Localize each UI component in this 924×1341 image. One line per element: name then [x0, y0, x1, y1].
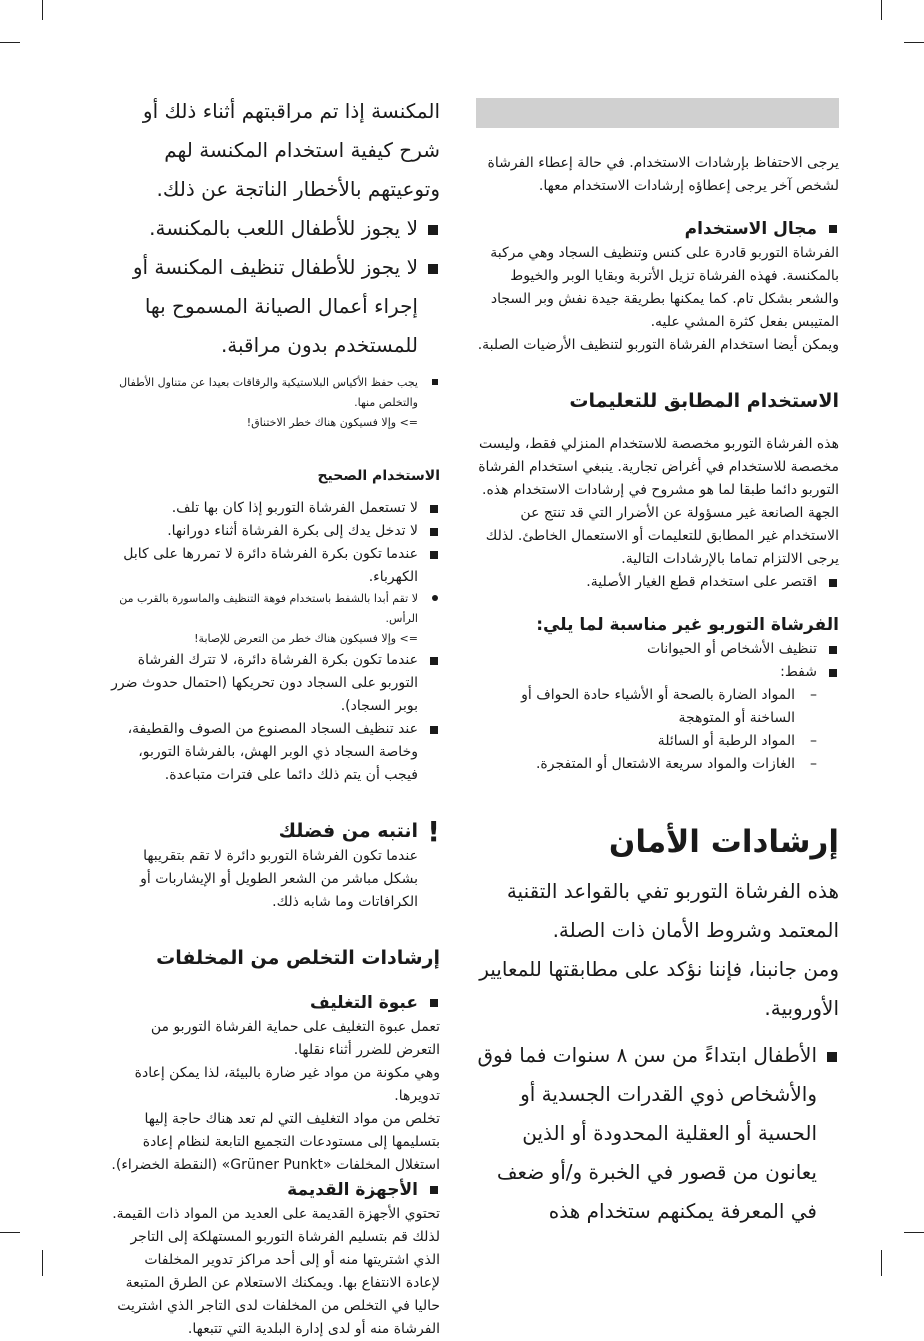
- safety-item: يجب حفظ الأكياس البلاستيكية والرقاقات بعيدا عن متناول الأطفال والتخلص منها.: [110, 373, 440, 413]
- crop-mark: [881, 1250, 882, 1276]
- left-column: [110, 92, 440, 1341]
- crop-mark: [0, 1232, 20, 1233]
- correct-use-item: عندما تكون بكرة الفرشاة دائرة، لا تترك الفرشاة التوربو على السجاد دون تحريكها (احتمال حدوث ضرر بوبر السجاد).: [110, 649, 440, 718]
- crop-mark: [42, 0, 43, 20]
- intended-use-heading: الاستخدام المطابق للتعليمات: [569, 390, 839, 412]
- unsuitable-sub-item: – المواد الضارة بالصحة أو الأشياء حادة الحواف أو الساخنة أو المتوهجة: [476, 684, 839, 730]
- old-devices-text: تحتوي الأجهزة القديمة على العديد من المواد ذات القيمة.: [112, 1206, 440, 1222]
- correct-use-item: لا تدخل يدك إلى بكرة الفرشاة أثناء دورانها.: [110, 520, 440, 543]
- continued-text: المكنسة إذا تم مراقبتهم أثناء ذلك أو شرح كيفية استخدام المكنسة لهم وتوعيتهم بالأخطار الناتجة عن ذلك.: [142, 99, 440, 201]
- intended-use-item: اقتصر على استخدام قطع الغيار الأصلية.: [476, 571, 839, 594]
- scope-text: الفرشاة التوربو قادرة على كنس وتنظيف السجاد وهي مركبة بالمكنسة. فهذه الفرشاة تزيل الأتربة وبقايا الوبر والخيوط والشعر بشكل تام. كما يمكنها بطريقة جيدة نفش وبر السجاد المتيبس بفعل كثرة المشي عليه.: [490, 245, 839, 330]
- correct-use-heading: الاستخدام الصحيح: [317, 468, 440, 484]
- unsuitable-item: شفط:: [476, 661, 839, 684]
- old-devices-heading: الأجهزة القديمة: [110, 1177, 440, 1203]
- warning-note: => وإلا فسيكون هناك خطر الاختناق!: [246, 416, 418, 429]
- right-column: [476, 98, 839, 1231]
- unsuitable-sub-item: – الغازات والمواد سريعة الاشتعال أو المتفجرة.: [476, 753, 839, 776]
- packaging-text-3: تخلص من مواد التغليف التي لم تعد هناك حاجة إليها بتسليمها إلى مستودعات التجميع التابعة لنظام إعادة استغلال المخلفات «Grüner Punkt» (النقطة الخضراء).: [111, 1111, 440, 1173]
- intro-text: يرجى الاحتفاظ بإرشادات الاستخدام. في حالة إعطاء الفرشاة لشخص آخر يرجى إعطاؤه إرشادات الاستخدام معها.: [487, 155, 839, 194]
- old-devices-text-2: لذلك قم بتسليم الفرشاة التوربو المستهلكة إلى التاجر الذي اشتريتها منه أو إلى أحد مراكز تدوير المخلفات لإعادة الانتفاع بها. ويمكنك الاستعلام عن الطرق المتبعة حاليا في التخلص من المخلفات لدى التاجر الذي اشتريت الفرشاة منه أو لدى إدارة البلدية التي تتبعها.: [117, 1229, 440, 1337]
- attention-heading: انتبه من فضلك: [278, 820, 418, 842]
- safety-text: هذه الفرشاة التوربو تفي بالقواعد التقنية المعتمد وشروط الأمان ذات الصلة.: [506, 879, 839, 942]
- packaging-text: تعمل عبوة التغليف على حماية الفرشاة التوربو من التعرض للضرر أثناء نقلها.: [150, 1019, 440, 1058]
- attention-note: [110, 817, 440, 914]
- intended-use-text: هذه الفرشاة التوربو مخصصة للاستخدام المنزلي فقط، وليست مخصصة للاستخدام في أغراض تجارية. ينبغي استخدام الفرشاة التوربو دائما طبقا لما هو مشروح في إرشادات الاستخدام هذه. الجهة الصانعة غير مسؤولة عن الأضرار التي قد تنتج عن الاستخدام غير المطابق للتعليمات أو الاستعمال الخاطئ. لذلك يرجى الالتزام تماما بالإرشادات التالية.: [478, 436, 839, 567]
- crop-mark: [881, 0, 882, 20]
- safety-item: الأطفال ابتداءً من سن ٨ سنوات فما فوق والأشخاص ذوي القدرات الجسدية أو الحسية أو العقلية المحدودة أو الذين يعانون من قصور في الخبرة و/أو ضعف في المعرفة يمكنهم ستخدام هذه: [476, 1036, 839, 1231]
- scope-heading: مجال الاستخدام: [476, 216, 839, 242]
- attention-text: عندما تكون الفرشاة التوربو دائرة لا تقم بتقريبها بشكل مباشر من الشعر الطويل أو الإيشاربات أو الكرافاتات وما شابه ذلك.: [140, 848, 418, 910]
- correct-use-item: عندما تكون بكرة الفرشاة دائرة لا تمررها على كابل الكهرباء.: [110, 543, 440, 589]
- unsuitable-item: تنظيف الأشخاص أو الحيوانات: [476, 638, 839, 661]
- warning-note: => وإلا فسيكون هناك خطر من التعرض للإصابة!: [194, 632, 418, 645]
- crop-mark: [0, 42, 20, 43]
- crop-mark: [904, 1232, 924, 1233]
- correct-use-item: لا تستعمل الفرشاة التوربو إذا كان بها تلف.: [110, 497, 440, 520]
- packaging-text-2: وهي مكونة من مواد غير ضارة بالبيئة، لذا يمكن إعادة تدويرها.: [134, 1065, 440, 1104]
- scope-text-2: ويمكن أيضا استخدام الفرشاة التوربو لتنظيف الأرضيات الصلبة.: [477, 337, 839, 353]
- disposal-heading: إرشادات التخلص من المخلفات: [156, 947, 440, 969]
- correct-use-item: لا تقم أبدا بالشفط باستخدام فوهة التنظيف والماسورة بالقرب من الرأس.: [110, 589, 440, 629]
- unsuitable-sub-item: – المواد الرطبة أو السائلة: [476, 730, 839, 753]
- crop-mark: [42, 1250, 43, 1276]
- exclamation-icon: !: [427, 815, 440, 848]
- unsuitable-heading: الفرشاة التوربو غير مناسبة لما يلي:: [536, 615, 839, 635]
- crop-mark: [904, 42, 924, 43]
- safety-heading: إرشادات الأمان: [608, 824, 839, 860]
- correct-use-item: عند تنظيف السجاد المصنوع من الصوف والقطيفة، وخاصة السجاد ذي الوبر الهش، بالفرشاة التوربو، فيجب أن يتم ذلك دائما على فترات متباعدة.: [110, 718, 440, 787]
- packaging-heading: عبوة التغليف: [110, 990, 440, 1016]
- safety-text-2: ومن جانبنا، فإننا نؤكد على مطابقتها للمعايير الأوروبية.: [479, 957, 839, 1020]
- safety-item: لا يجوز للأطفال تنظيف المكنسة أو إجراء أعمال الصيانة المسموح بها للمستخدم بدون مراقبة.: [110, 248, 440, 365]
- safety-item: لا يجوز للأطفال اللعب بالمكنسة.: [110, 209, 440, 248]
- header-bar: [476, 98, 839, 128]
